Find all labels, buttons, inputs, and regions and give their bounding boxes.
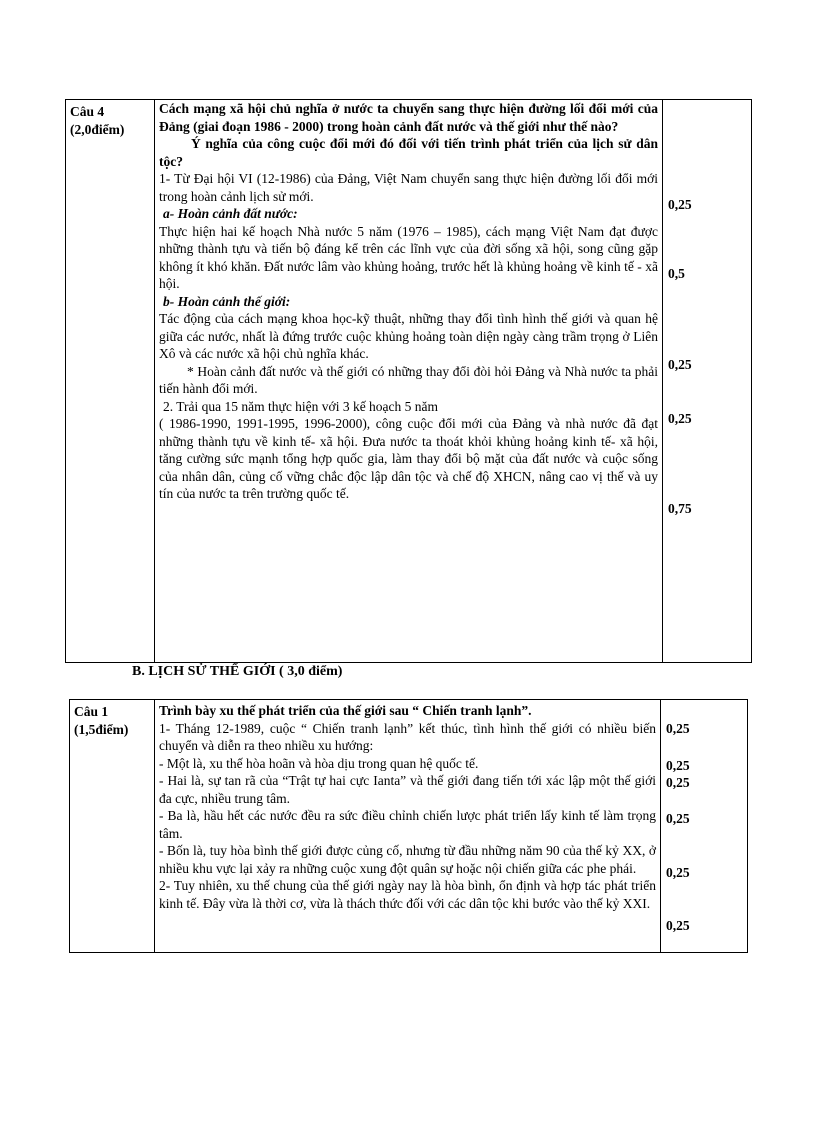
question-4-label-cell xyxy=(66,100,155,663)
answer-paragraph: 1- Tháng 12-1989, cuộc “ Chiến tranh lạnh” kết thúc, tình hình thế giới có nhiều biến chuyển và diễn ra theo nhiều xu hướng: xyxy=(159,720,656,753)
score: 0,25 xyxy=(666,811,690,826)
score: 0,75 xyxy=(668,501,692,516)
answer-paragraph: * Hoàn cảnh đất nước và thế giới có những thay đổi đòi hỏi Đảng và Nhà nước ta phải tiến hành đổi mới. xyxy=(159,363,658,396)
question-4-table xyxy=(65,99,752,663)
score: 0,25 xyxy=(666,721,690,736)
question-1-points: (1,5điểm) xyxy=(74,721,129,737)
score: 0,25 xyxy=(668,197,692,212)
score: 0,5 xyxy=(668,266,685,281)
question-4-points: (2,0điểm) xyxy=(70,121,125,137)
answer-paragraph: Tác động của cách mạng khoa học-kỹ thuật, những thay đổi tình hình thế giới và quan hệ giữa các nước, nhất là đứng trước cuộc khủng hoảng toàn diện ngày càng trầm trọng ở Liên Xô và các nước xã hội chủ nghĩa khác. xyxy=(159,311,658,361)
score: 0,25 xyxy=(668,411,692,426)
question-4-prompt-2: Ý nghĩa của công cuộc đổi mới đó đối với tiến trình phát triển của lịch sử dân tộc? xyxy=(159,136,658,169)
score: 0,25 xyxy=(666,918,690,933)
answer-subheading: b- Hoàn cảnh thế giới: xyxy=(163,293,291,309)
answer-paragraph: - Một là, xu thế hòa hoãn và hòa dịu trong quan hệ quốc tế. xyxy=(159,755,479,771)
question-1-prompt: Trình bày xu thế phát triển của thế giới sau “ Chiến tranh lạnh”. xyxy=(159,703,532,718)
answer-paragraph: 1- Từ Đại hội VI (12-1986) của Đảng, Việt Nam chuyển sang thực hiện đường lối đổi mới trong hoàn cảnh lịch sử mới. xyxy=(159,171,658,204)
question-4-content xyxy=(155,100,663,663)
score: 0,25 xyxy=(668,357,692,372)
answer-paragraph: - Ba là, hầu hết các nước đều ra sức điều chỉnh chiến lược phát triển lấy kinh tế làm trọng tâm. xyxy=(159,808,656,841)
question-1-label: Câu 1 xyxy=(74,704,109,719)
question-1-table xyxy=(69,699,748,953)
answer-paragraph: - Bốn là, tuy hòa bình thế giới được củng cố, nhưng từ đầu những năm 90 của thế kỷ XX, ở nhiều khu vực lại xảy ra những cuộc xung đột quân sự hoặc nội chiến giữa các phe phái. xyxy=(159,843,656,876)
answer-paragraph: 2- Tuy nhiên, xu thế chung của thế giới ngày nay là hòa bình, ổn định và hợp tác phát triển kinh tế. Đây vừa là thời cơ, vừa là thách thức đối với các dân tộc khi bước vào thế kỷ XXI. xyxy=(159,878,656,911)
question-1-label-cell xyxy=(70,700,155,953)
score: 0,25 xyxy=(666,865,690,880)
section-b-heading: B. LỊCH SỬ THẾ GIỚI ( 3,0 điểm) xyxy=(132,664,343,679)
question-1-content xyxy=(155,700,661,953)
answer-paragraph: 2. Trải qua 15 năm thực hiện với 3 kế hoạch 5 năm xyxy=(163,398,439,414)
score: 0,25 xyxy=(666,775,690,790)
answer-paragraph: - Hai là, sự tan rã của “Trật tự hai cực Ianta” và thế giới đang tiến tới xác lập một thế giới đa cực, nhiều trung tâm. xyxy=(159,773,656,806)
score: 0,25 xyxy=(666,758,690,773)
question-1-scores xyxy=(661,700,748,953)
answer-paragraph: ( 1986-1990, 1991-1995, 1996-2000), công cuộc đổi mới của Đảng và nhà nước đã đạt những thành tựu về kinh tế- xã hội. Đưa nước ta thoát khỏi khủng hoảng kinh tế- xã hội, tăng cường sức mạnh tổng hợp quốc gia, làm thay đổi bộ mặt của đất nước và cuộc sống của nhân dân, củng cố vững chắc độc lập dân tộc và chế độ XHCN, nâng cao vị thế và uy tín của nước ta trên trường quốc tế. xyxy=(159,416,658,501)
answer-subheading: a- Hoàn cảnh đất nước: xyxy=(163,206,298,221)
question-4-label: Câu 4 xyxy=(70,104,105,119)
answer-paragraph: Thực hiện hai kế hoạch Nhà nước 5 năm (1976 – 1985), cách mạng Việt Nam đạt được những thành tựu và tiến bộ đáng kể trên các lĩnh vực của đời sống xã hội, song cũng gặp không ít khó khăn. Đất nước lâm vào khủng hoảng, trước hết là khủng hoảng về kinh tế - xã hội. xyxy=(159,223,658,291)
question-4-prompt: Cách mạng xã hội chủ nghĩa ở nước ta chuyển sang thực hiện đường lối đổi mới của Đảng (giai đoạn 1986 - 2000) trong hoàn cảnh đất nước và thế giới như thế nào? xyxy=(159,101,658,134)
question-4-scores xyxy=(663,100,752,663)
